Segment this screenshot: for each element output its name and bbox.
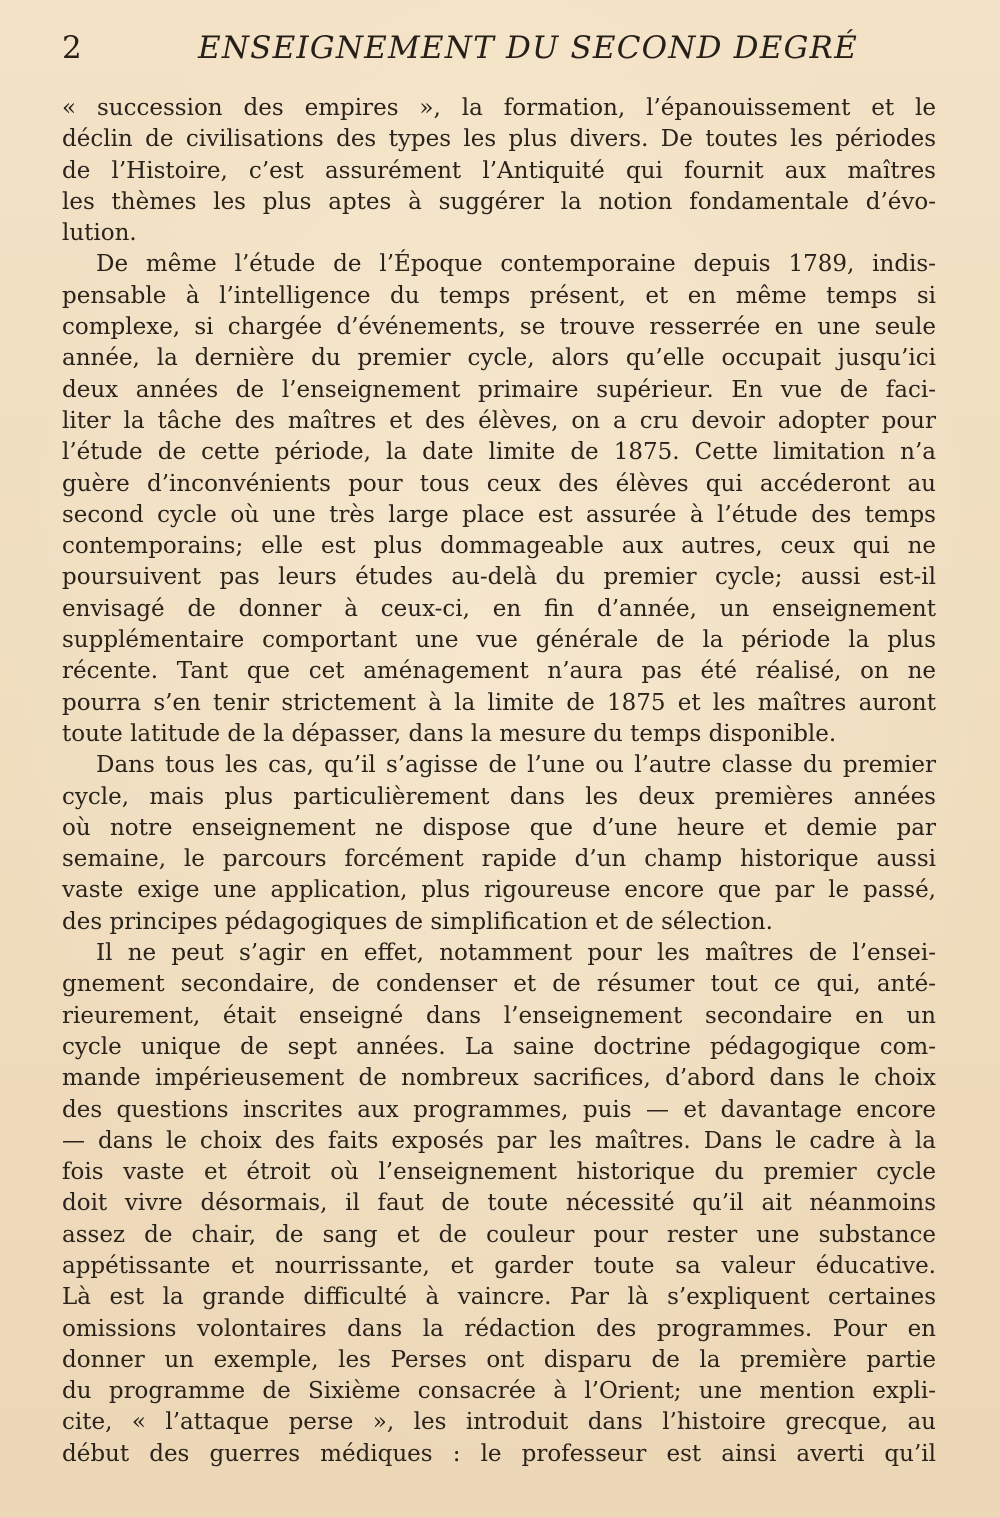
text-line: du programme de Sixième consacrée à l’Orient; une mention expli- — [62, 1378, 936, 1405]
text-line: deux années de l’enseignement primaire supérieur. En vue de faci- — [62, 376, 936, 403]
body-text — [62, 93, 936, 1470]
text-line: cycle, mais plus particulièrement dans les deux premières années — [62, 783, 936, 810]
text-line: complexe, si chargée d’événements, se trouve resserrée en une seule — [62, 314, 936, 341]
text-line: assez de chair, de sang et de couleur pour rester une substance — [62, 1221, 936, 1248]
text-line: pensable à l’intelligence du temps présent, et en même temps si — [62, 282, 936, 309]
text-line: semaine, le parcours forcément rapide d’un champ historique aussi — [62, 846, 936, 873]
page-number: 2 — [62, 30, 82, 66]
text-line: gnement secondaire, de condenser et de résumer tout ce qui, anté- — [62, 971, 936, 998]
text-line: où notre enseignement ne dispose que d’une heure et demie par — [62, 814, 936, 841]
text-line: année, la dernière du premier cycle, alors qu’elle occupait jusqu’ici — [62, 345, 936, 372]
text-line: second cycle où une très large place est assurée à l’étude des temps — [62, 501, 936, 528]
text-line: les thèmes les plus aptes à suggérer la notion fondamentale d’évo- — [62, 188, 936, 215]
text-line: omissions volontaires dans la rédaction des programmes. Pour en — [62, 1315, 936, 1342]
text-line: envisagé de donner à ceux-ci, en fin d’année, un enseignement — [62, 595, 936, 622]
text-line: supplémentaire comportant une vue générale de la période la plus — [62, 627, 936, 654]
text-line: l’étude de cette période, la date limite de 1875. Cette limitation n’a — [62, 439, 936, 466]
text-line: contemporains; elle est plus dommageable aux autres, ceux qui ne — [62, 533, 936, 560]
text-line: De même l’étude de l’Époque contemporaine depuis 1789, indis- — [96, 251, 936, 278]
text-line: des principes pédagogiques de simplification et de sélection. — [62, 908, 773, 935]
text-line: des questions inscrites aux programmes, puis — et davantage encore — [62, 1096, 936, 1123]
text-line: pourra s’en tenir strictement à la limite de 1875 et les maîtres auront — [62, 689, 936, 716]
text-line: Là est la grande difficulté à vaincre. Par là s’expliquent certaines — [62, 1284, 936, 1311]
text-line: rieurement, était enseigné dans l’enseignement secondaire en un — [62, 1002, 936, 1029]
text-line: vaste exige une application, plus rigoureuse encore que par le passé, — [62, 877, 936, 904]
text-line: Dans tous les cas, qu’il s’agisse de l’une ou l’autre classe du premier — [96, 752, 936, 779]
text-line: début des guerres médiques : le professeur est ainsi averti qu’il — [62, 1440, 936, 1467]
text-line: guère d’inconvénients pour tous ceux des élèves qui accéderont au — [62, 470, 936, 497]
text-line: « succession des empires », la formation, l’épanouissement et le — [62, 95, 936, 121]
text-line: liter la tâche des maîtres et des élèves, on a cru devoir adopter pour — [62, 407, 936, 434]
text-line: mande impérieusement de nombreux sacrifices, d’abord dans le choix — [62, 1065, 936, 1092]
text-line: cite, « l’attaque perse », les introduit dans l’histoire grecque, au — [62, 1409, 936, 1436]
text-line: — dans le choix des faits exposés par les maîtres. Dans le cadre à la — [62, 1127, 936, 1154]
text-line: fois vaste et étroit où l’enseignement historique du premier cycle — [62, 1159, 936, 1186]
page-header — [62, 26, 938, 76]
text-line: de l’Histoire, c’est assurément l’Antiquité qui fournit aux maîtres — [62, 157, 936, 184]
text-line: poursuivent pas leurs études au-delà du premier cycle; aussi est-il — [62, 564, 936, 591]
text-line: récente. Tant que cet aménagement n’aura pas été réalisé, on ne — [62, 658, 936, 685]
running-title: ENSEIGNEMENT DU SECOND DEGRÉ — [198, 30, 858, 66]
text-line: lution. — [62, 220, 137, 247]
text-line: cycle unique de sept années. La saine doctrine pédagogique com- — [62, 1033, 936, 1060]
text-line: déclin de civilisations des types les plus divers. De toutes les périodes — [62, 126, 936, 153]
text-line: doit vivre désormais, il faut de toute nécessité qu’il ait néanmoins — [62, 1190, 936, 1217]
text-line: Il ne peut s’agir en effet, notamment pour les maîtres de l’ensei- — [96, 940, 936, 967]
text-line: donner un exemple, les Perses ont disparu de la première partie — [62, 1346, 936, 1373]
text-line: toute latitude de la dépasser, dans la mesure du temps disponible. — [62, 720, 837, 747]
text-line: appétissante et nourrissante, et garder toute sa valeur éducative. — [62, 1252, 936, 1279]
